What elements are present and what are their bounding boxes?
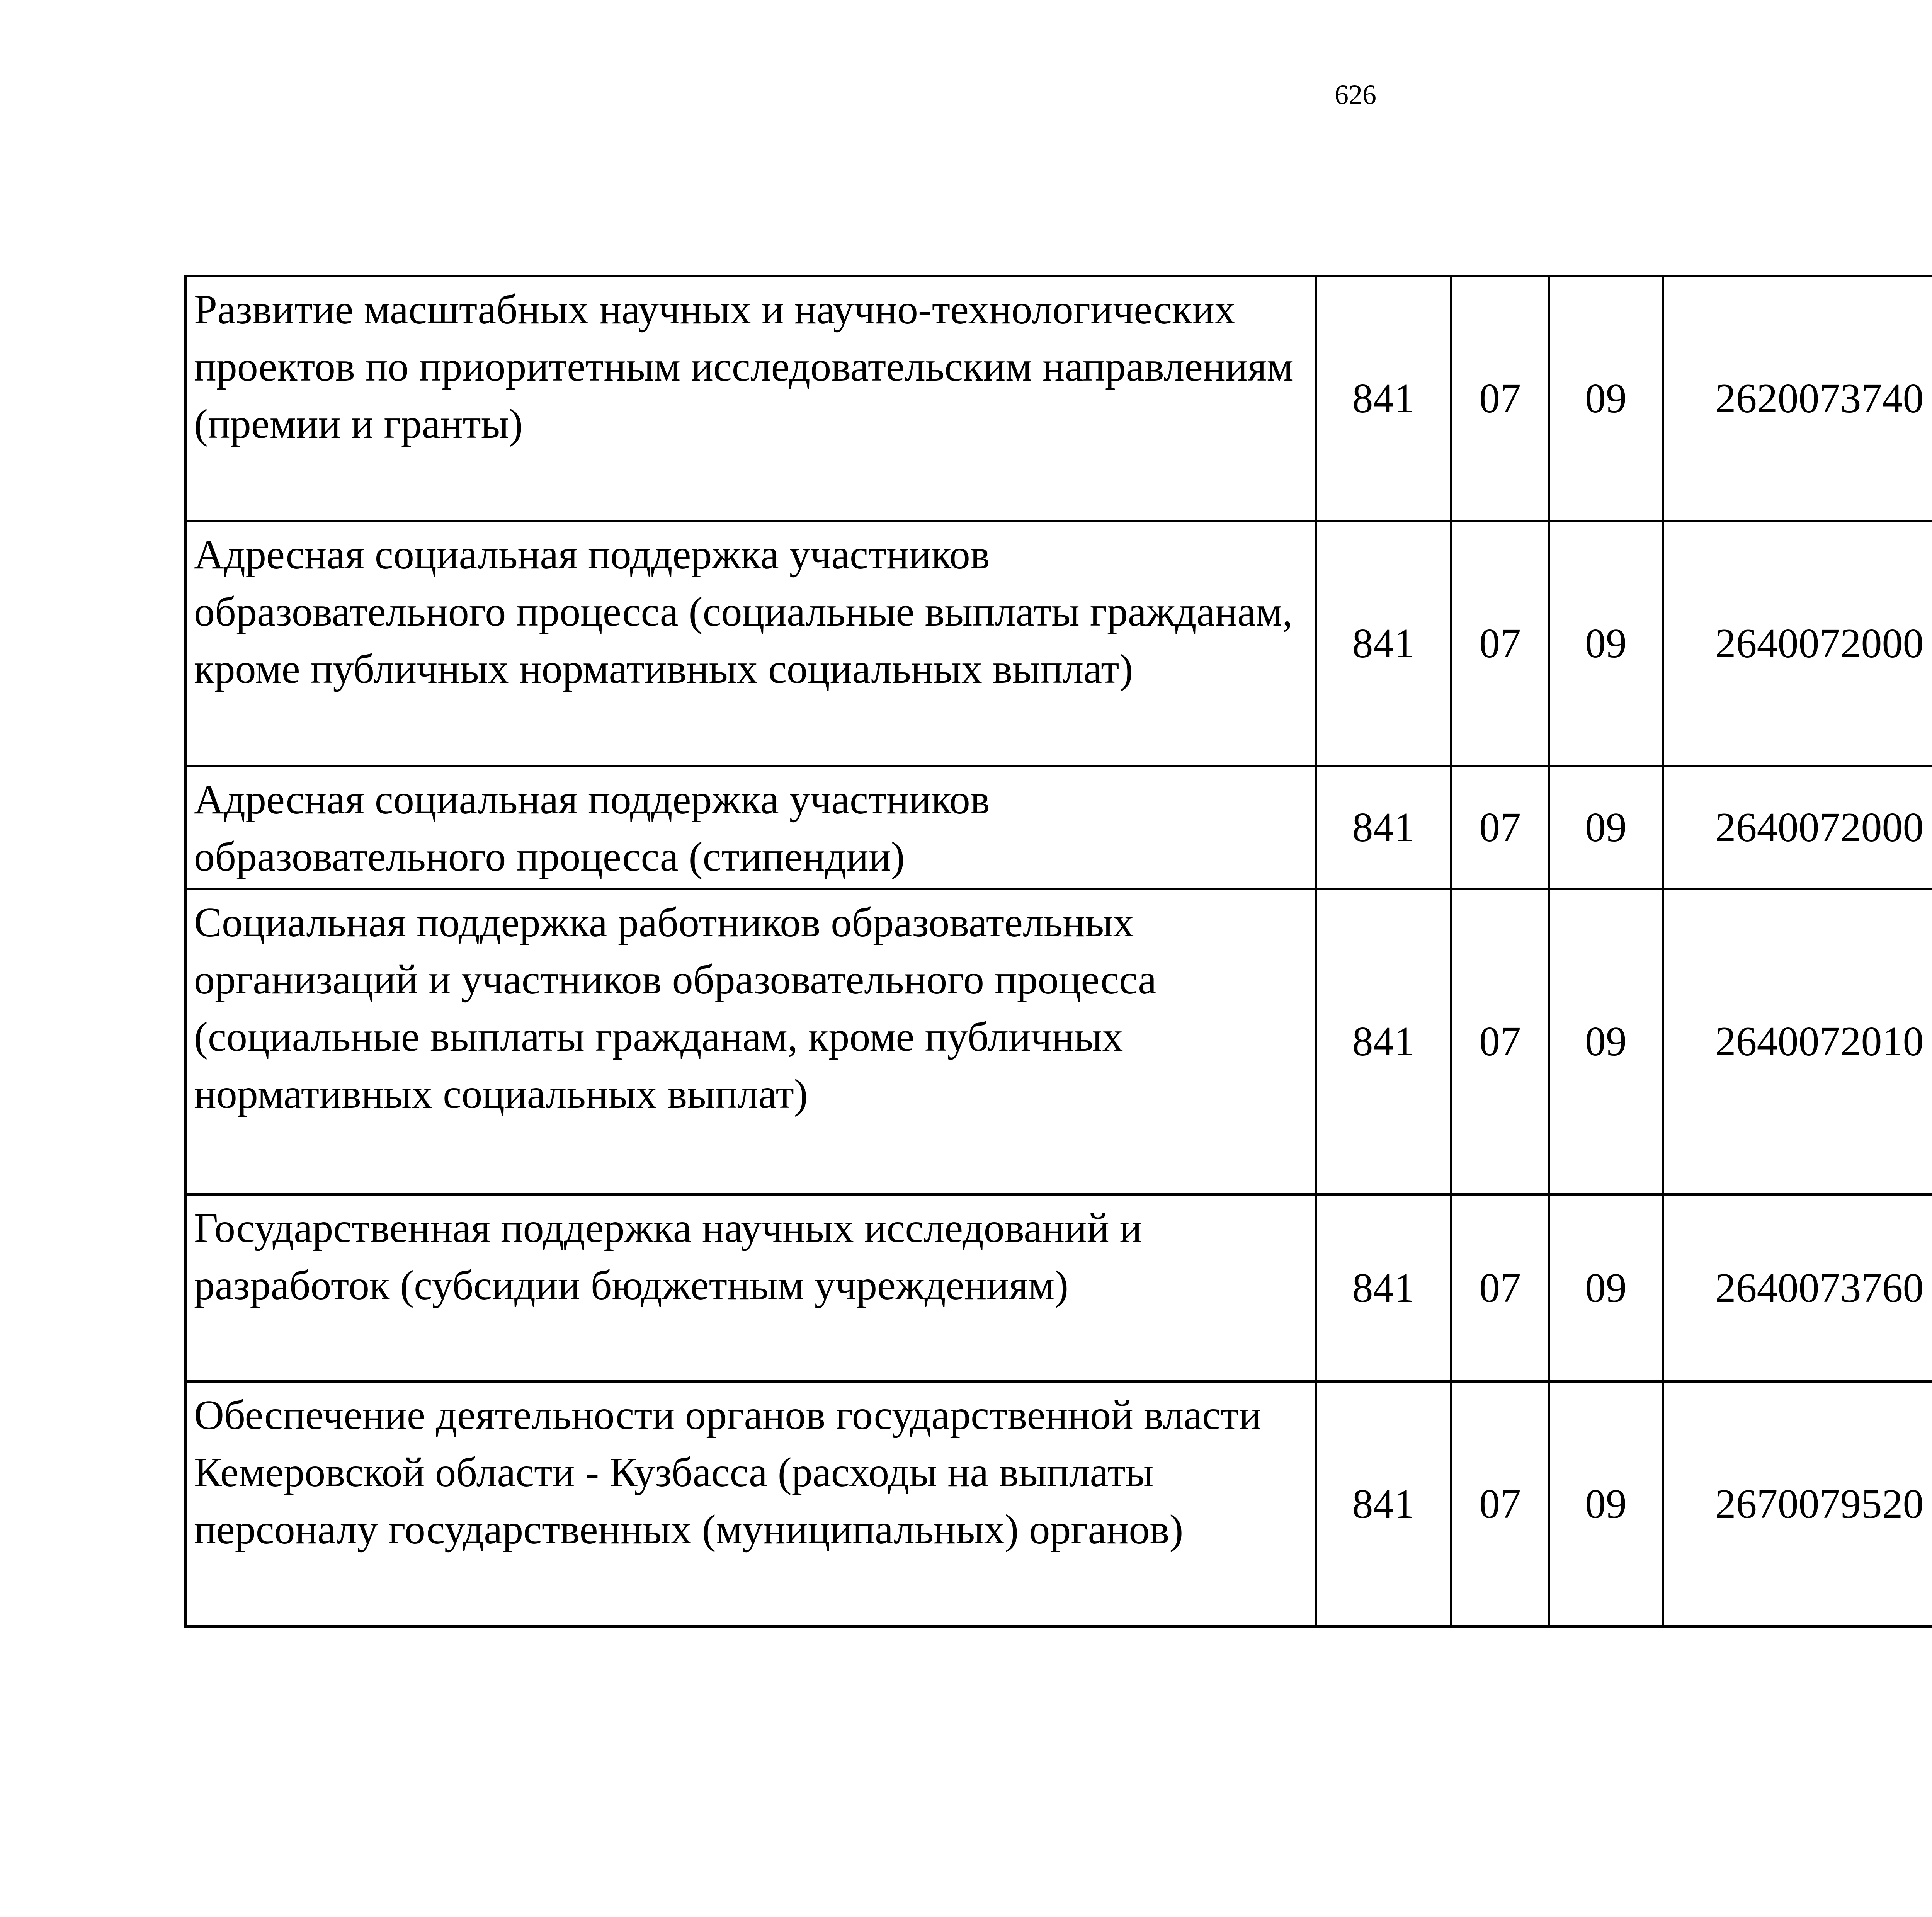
row-description: Обеспечение деятельности органов государственной власти Кемеровской области - Кузбасса (расходы на выплаты персоналу государственных (муниципальных) органов) (186, 1382, 1316, 1627)
row-target-article: 2640072000 (1663, 766, 1932, 889)
row-target-article: 2620073740 (1663, 276, 1932, 521)
table-row (186, 521, 1932, 766)
row-section-code: 07 (1451, 1382, 1549, 1627)
row-subsection-code: 09 (1549, 1382, 1663, 1627)
row-ministry-code: 841 (1316, 1195, 1451, 1382)
row-ministry-code: 841 (1316, 521, 1451, 766)
table-row (186, 889, 1932, 1195)
row-description: Адресная социальная поддержка участников образовательного процесса (стипендии) (186, 766, 1316, 889)
table-row (186, 1195, 1932, 1382)
row-section-code: 07 (1451, 1195, 1549, 1382)
row-description: Государственная поддержка научных исследований и разработок (субсидии бюджетным учреждениям) (186, 1195, 1316, 1382)
row-section-code: 07 (1451, 766, 1549, 889)
row-section-code: 07 (1451, 276, 1549, 521)
table-row (186, 276, 1932, 521)
table-row (186, 766, 1932, 889)
row-subsection-code: 09 (1549, 766, 1663, 889)
row-target-article: 2640072010 (1663, 889, 1932, 1195)
row-description: Социальная поддержка работников образовательных организаций и участников образовательного процесса (социальные выплаты гражданам, кроме публичных нормативных социальных выплат) (186, 889, 1316, 1195)
page-number: 626 (1335, 79, 1376, 110)
row-subsection-code: 09 (1549, 521, 1663, 766)
row-subsection-code: 09 (1549, 276, 1663, 521)
row-section-code: 07 (1451, 521, 1549, 766)
table-row (186, 1382, 1932, 1627)
row-description: Адресная социальная поддержка участников образовательного процесса (социальные выплаты гражданам, кроме публичных нормативных социальных выплат) (186, 521, 1316, 766)
row-ministry-code: 841 (1316, 1382, 1451, 1627)
row-target-article: 2640072000 (1663, 521, 1932, 766)
row-description: Развитие масштабных научных и научно-технологических проектов по приоритетным исследовательским направлениям (премии и гранты) (186, 276, 1316, 521)
row-subsection-code: 09 (1549, 1195, 1663, 1382)
budget-table (184, 275, 1932, 1628)
row-target-article: 2670079520 (1663, 1382, 1932, 1627)
row-ministry-code: 841 (1316, 276, 1451, 521)
row-ministry-code: 841 (1316, 889, 1451, 1195)
row-ministry-code: 841 (1316, 766, 1451, 889)
row-target-article: 2640073760 (1663, 1195, 1932, 1382)
row-section-code: 07 (1451, 889, 1549, 1195)
row-subsection-code: 09 (1549, 889, 1663, 1195)
